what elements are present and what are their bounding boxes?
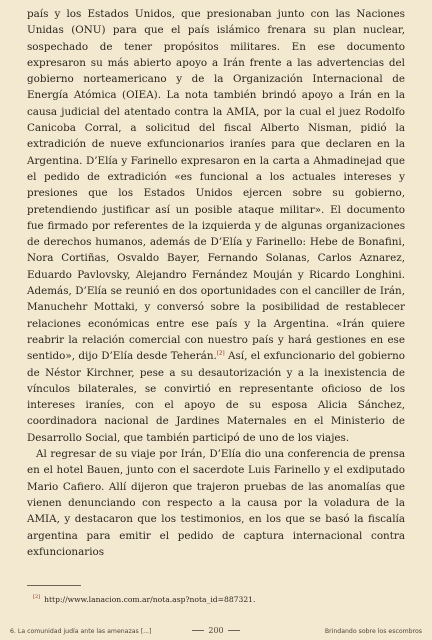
paragraph-1 (27, 6, 405, 446)
footnote (33, 595, 403, 605)
footer-book-title: Brindando sobre los escombros (324, 628, 422, 635)
page-number-left-dash (192, 630, 204, 631)
paragraph-1-continued-text: Así, el exfuncionario del gobierno de Néstor Kirchner, pese a su desautorización y a la inexistencia de vínculos bilaterales, se convirtió en representante oficioso de los intereses iraníes, con el apoyo de su esposa Alicia Sánchez, coordinadora nacional de Jardines Maternales en el Ministerio de Desarrollo Social, que también participó de uno de los viajes. (27, 350, 405, 444)
body-text (27, 6, 405, 560)
footnote-number: [2] (33, 594, 41, 601)
footnote-reference[interactable]: [2] (216, 350, 225, 357)
footnote-divider (27, 585, 81, 586)
paragraph-1-text: país y los Estados Unidos, que presionaban junto con las Naciones Unidas (ONU) para que el país islámico frenara su plan nuclear, sospechado de tener propósitos militares. En ese documento expresaron su más abierto apoyo a Irán frente a las advertencias del gobierno norteamericano y de la Organización Internacional de Energía Atómica (OIEA). La nota también brindó apoyo a Irán en la causa judicial del atentado contra la AMIA, por la cual el juez Rodolfo Canicoba Corral, a solicitud del fiscal Alberto Nisman, pidió la extradición de nueve exfuncionarios iraníes para que declaren en la Argentina. D’Elía y Farinello expresaron en la carta a Ahmadinejad que el pedido de extradición «es funcional a los actuales intereses y presiones que los Estados Unidos ejercen sobre su gobierno, pretendiendo justificar así un posible ataque militar». El documento fue firmado por referentes de la izquierda y de algunas organizaciones de derechos humanos, además de D’Elía y Farinello: Hebe de Bonafini, Nora Cortiñas, Osvaldo Bayer, Fernando Solanas, Carlos Aznarez, Eduardo Pavlovsky, Alejandro Fernández Mouján y Ricardo Longhini. Además, D’Elía se reunió en dos oportunidades con el canciller de Irán, Manuchehr Mottaki, y conversó sobre la posibilidad de restablecer relaciones económicas entre ese país y la Argentina. «Irán quiere reabrir la relación comercial con nuestro país y hará gestiones en ese sentido», dijo D’Elía desde Teherán. (27, 8, 405, 363)
footer-chapter-title: 6. La comunidad judía ante las amenazas [...] (10, 628, 152, 635)
page-number: 200 (208, 626, 224, 635)
footer-page-number-group (186, 626, 246, 635)
paragraph-2: Al regresar de su viaje por Irán, D’Elía dio una conferencia de prensa en el hotel Bauen, junto con el sacerdote Luis Farinello y el exdiputado Mario Cafiero. Allí dijeron que trajeron pruebas de las anomalías que vienen denunciando con respecto a la causa por la voladura de la AMIA, y destacaron que los testimonios, en los que se basó la fiscalía argentina para emitir el pedido de captura internacional contra exfuncionarios (27, 448, 405, 558)
footnote-link[interactable]: http://www.lanacion.com.ar/nota.asp?nota_id=887321. (44, 595, 256, 604)
page-footer (0, 626, 432, 640)
page-number-right-dash (228, 630, 240, 631)
